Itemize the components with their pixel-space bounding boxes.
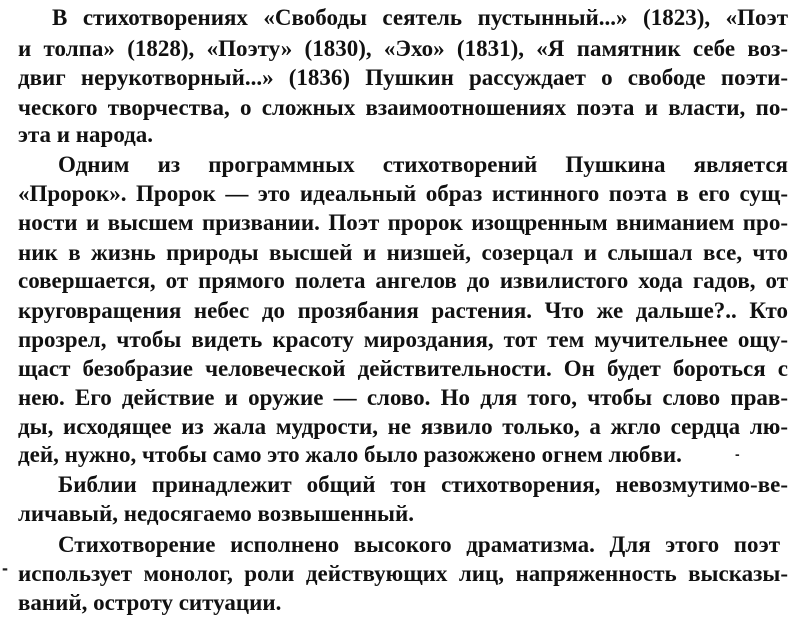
text-line: ваний, остроту ситуации. [18,590,282,615]
text-line: ник в жизнь природы высшей и низшей, созерцал и слышал все, что [18,240,788,265]
text-line: нею. Его действие и оружие — слово. Но для того, чтобы слово прав- [18,385,788,410]
scan-speck: - [735,446,740,462]
text-line: использует монолог, роли действующих лиц, напряженность высказы- [18,561,788,586]
text-line: Одним из программных стихотворений Пушкина является [58,152,788,177]
text-line: щаст безобразие человеческой действительности. Он будет бороться с [18,356,788,381]
text-line: личавый, недосягаемо возвышенный. [18,501,414,526]
text-line: Библии принадлежит общий тон стихотворения, невозмутимо-ве- [58,472,788,497]
text-line: эта и народа. [18,122,154,147]
text-line: двиг нерукотворный...» (1836) Пушкин рассуждает о свободе поэти- [18,65,788,90]
text-line: и толпа» (1828), «Поэту» (1830), «Эхо» (1831), «Я памятник себе воз- [18,36,788,61]
text-line: дей, нужно, чтобы само это жало было разожжено огнем любви. [18,442,682,467]
text-line: совершается, от прямого полета ангелов до извилистого хода гадов, от [18,268,788,293]
text-line: В стихотворениях «Свободы сеятель пустынный...» (1823), «Поэт [52,5,788,30]
text-line: ности и высшем призвании. Поэт пророк изощренным вниманием про- [18,210,788,235]
text-line: круговращения небес до прозябания растения. Что же дальше?.. Кто [18,298,788,323]
margin-mark: - [2,558,8,578]
text-line: Стихотворение исполнено высокого драматизма. Для этого поэт [58,532,780,557]
text-line: прозрел, чтобы видеть красоту мироздания, тот тем мучительнее ощу- [18,327,788,352]
text-line: «Пророк». Пророк — это идеальный образ истинного поэта в его сущ- [18,181,788,206]
text-line: ческого творчества, о сложных взаимоотношениях поэта и власти, по- [18,95,788,120]
text-line: ды, исходящее из жала мудрости, не язвило только, а жгло сердца лю- [18,414,788,439]
